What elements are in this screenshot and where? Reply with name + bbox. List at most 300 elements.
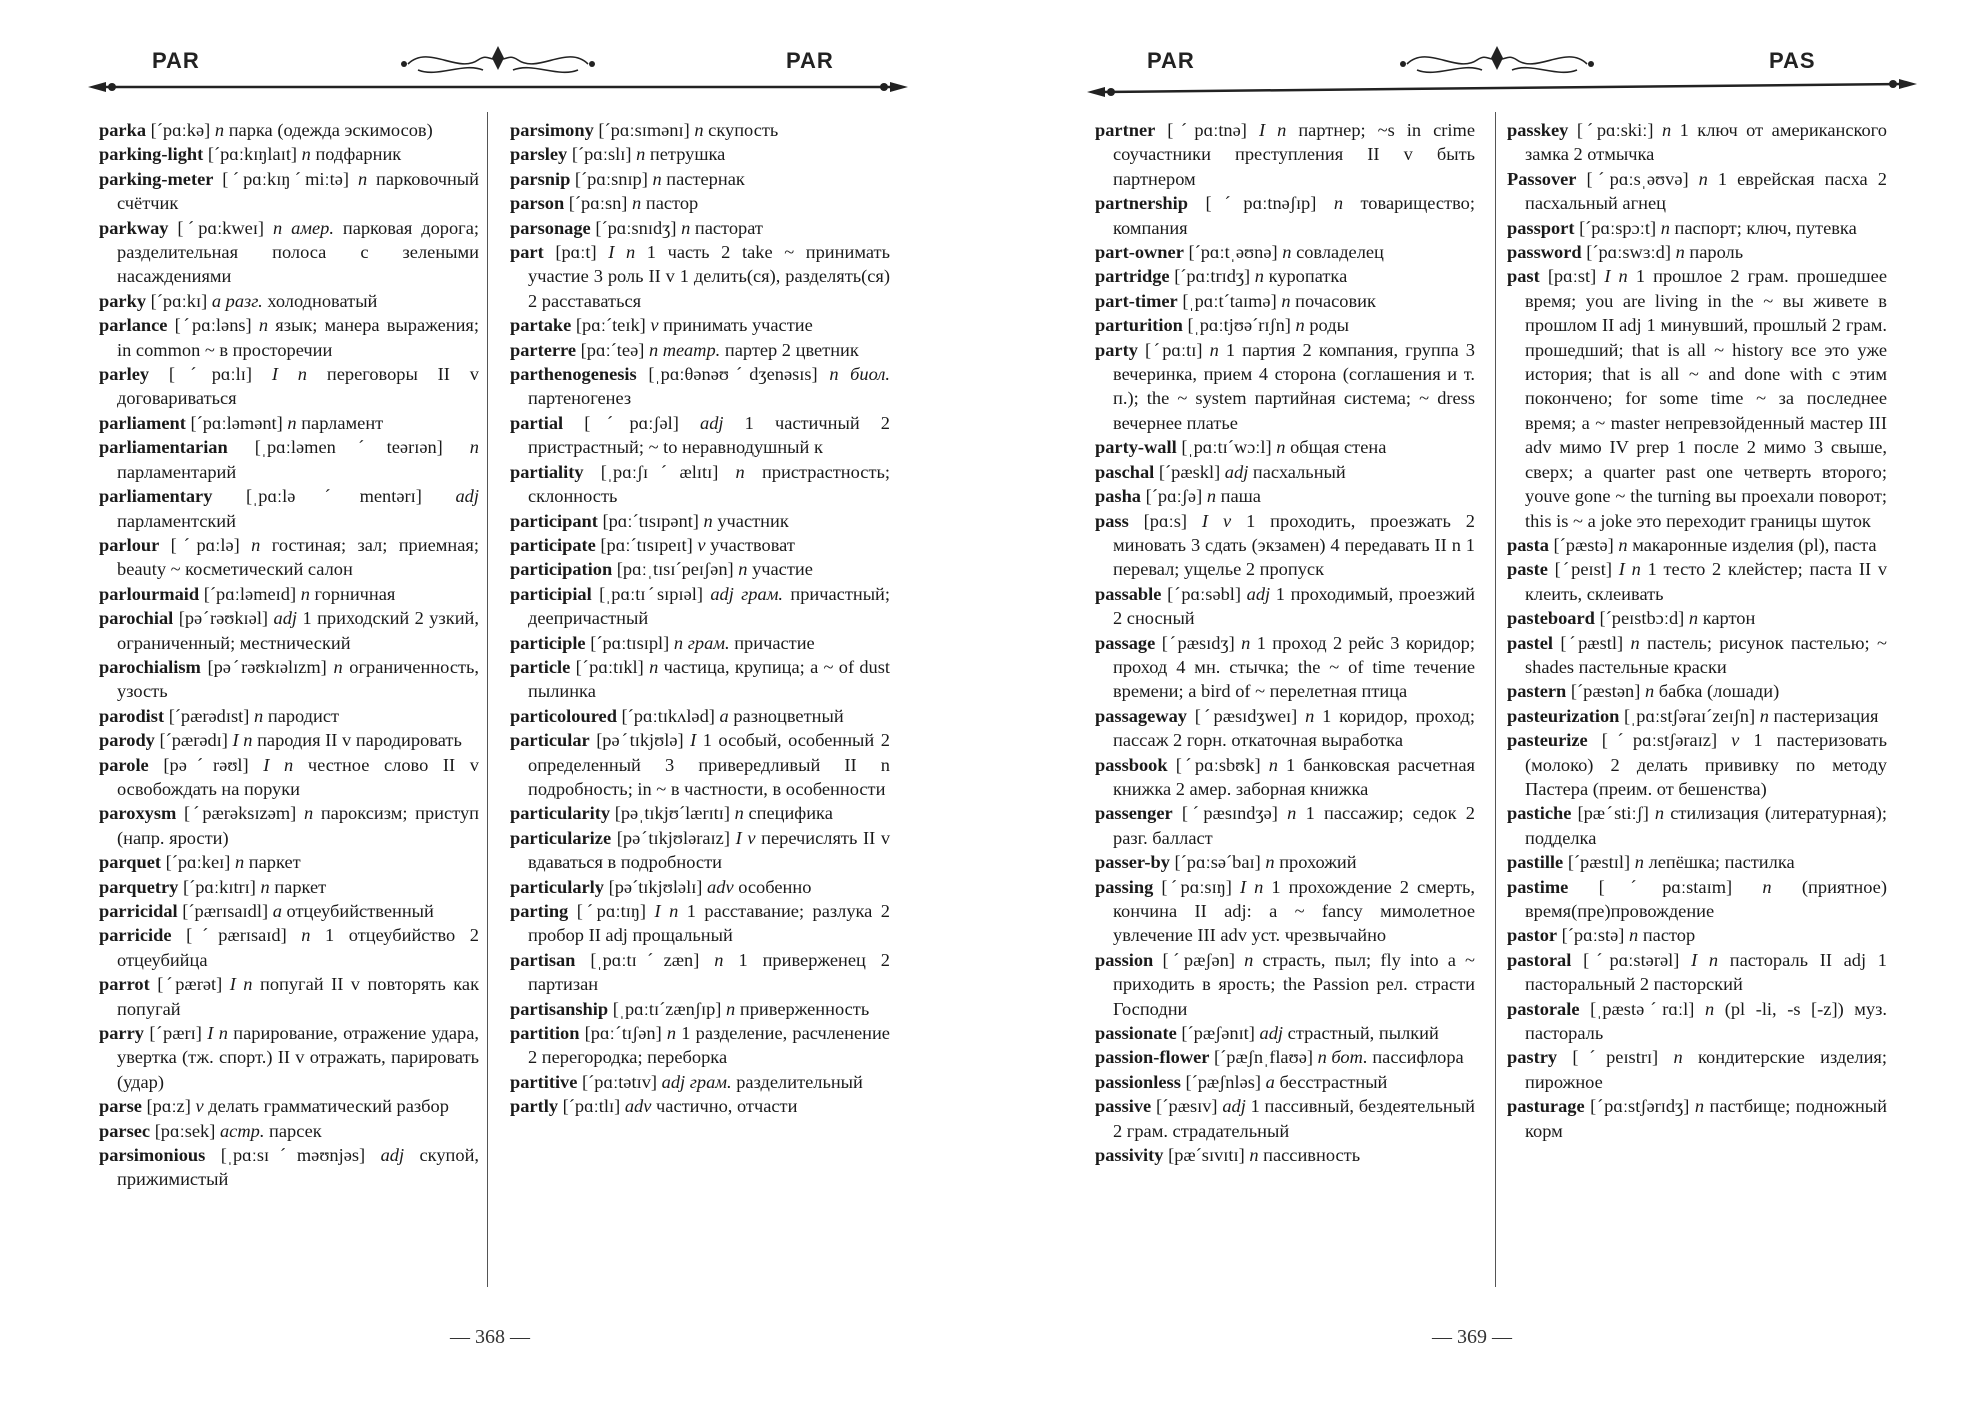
part-of-speech: I n	[232, 730, 253, 751]
part-of-speech: n	[1698, 168, 1708, 189]
transcription: [ˊpɑːtɪŋ]	[576, 901, 647, 921]
definition: парламент	[301, 412, 384, 433]
column-divider	[1495, 112, 1496, 1287]
headword: parturition	[1095, 315, 1183, 336]
column-left-1	[99, 118, 479, 1192]
dictionary-entry	[1507, 923, 1887, 947]
headword: participant	[510, 510, 598, 531]
part-of-speech: n	[1654, 803, 1665, 824]
definition: лепёшка; пастилка	[1648, 852, 1795, 873]
dictionary-entry	[99, 850, 479, 874]
dictionary-entry	[99, 216, 479, 289]
part-of-speech: n бот.	[1317, 1047, 1368, 1068]
dictionary-entry	[99, 923, 479, 972]
headword: particoloured	[510, 705, 617, 726]
headword: parliamentary	[99, 486, 213, 507]
definition: пастораль II adj 1 пасторальный 2 пасторский	[1525, 949, 1887, 995]
part-of-speech: n	[1287, 803, 1297, 824]
dictionary-entry	[1507, 875, 1887, 924]
part-of-speech: n	[1276, 437, 1286, 458]
part-of-speech: n биол.	[829, 364, 890, 385]
headword: pastor	[1507, 925, 1558, 946]
part-of-speech: n	[251, 534, 261, 555]
part-of-speech: n	[1295, 315, 1305, 336]
dictionary-entry	[1095, 801, 1475, 850]
dictionary-entry	[1507, 606, 1887, 630]
part-of-speech: n	[300, 583, 310, 604]
definition: скупость	[708, 120, 779, 140]
headword: parquetry	[99, 876, 179, 897]
headword: party	[1095, 339, 1138, 360]
dictionary-entry	[510, 631, 890, 655]
transcription: [ˊpɑːswɜːd]	[1586, 242, 1671, 263]
dictionary-entry	[1095, 875, 1475, 948]
dictionary-entry	[510, 142, 890, 166]
headword: parody	[99, 730, 155, 751]
definition: принимать участие	[663, 315, 813, 336]
part-of-speech: I n	[1691, 949, 1719, 970]
transcription: [ˊpæsɪndʒə]	[1181, 803, 1278, 824]
part-of-speech: n	[303, 803, 314, 824]
transcription: [ˊpæʃnˌflaʊə]	[1214, 1047, 1313, 1068]
headword: partisan	[510, 949, 576, 970]
ornamental-header-rule	[88, 40, 908, 100]
definition: горничная	[314, 583, 396, 604]
dictionary-entry	[510, 460, 890, 509]
dictionary-entry	[510, 875, 890, 899]
part-of-speech: n	[714, 949, 724, 970]
part-of-speech: a	[1265, 1071, 1275, 1092]
transcription: [ˊpɑːtɪsɪpl]	[590, 632, 670, 653]
part-of-speech: n	[301, 144, 311, 165]
definition: 1 прохождение 2 смерть, кончина II adj: a ~ fancy мимолетное увлечение III adv уст. чрезвычайно	[1113, 876, 1475, 946]
transcription: [ˊpɑːtnə]	[1167, 120, 1247, 140]
transcription: [pɑːˊtɪsɪpənt]	[602, 510, 699, 531]
headword: passion	[1095, 949, 1154, 970]
definition: 1 партия 2 компания, группа 3 вечеринка, прием 4 сторона (соглашения и т. п.); the ~ system партийная система; ~ dress вечернее платье	[1113, 339, 1475, 433]
dictionary-entry	[99, 411, 479, 435]
dictionary-entry	[99, 801, 479, 850]
definition: общая стена	[1290, 437, 1387, 458]
dictionary-entry	[99, 533, 479, 582]
part-of-speech: n	[1660, 217, 1670, 238]
dictionary-entry	[510, 948, 890, 997]
headword: partiality	[510, 461, 584, 482]
headword: participial	[510, 583, 592, 604]
dictionary-entry	[1095, 264, 1475, 288]
headword: parlance	[99, 315, 168, 336]
transcription: [ˊpɑːstərəl]	[1583, 949, 1680, 970]
definition: паркет	[248, 852, 301, 873]
transcription: [ˌpæstəˊrɑːl]	[1590, 998, 1695, 1019]
definition: парламентарий	[117, 461, 237, 482]
part-of-speech: n	[1282, 242, 1292, 263]
definition: гостиная; зал; приемная; beauty ~ косметический салон	[117, 534, 479, 580]
dictionary-entry	[1507, 704, 1887, 728]
definition: 1 проходить, проезжать 2 миновать 3 сдать (экзамен) 4 передавать II n 1 перевал; ущелье 2 пропуск	[1113, 510, 1475, 580]
transcription: [ˊpeɪstrɪ]	[1572, 1047, 1659, 1068]
dictionary-entry	[510, 191, 890, 215]
dictionary-entry	[99, 899, 479, 923]
definition: холодноватый	[267, 290, 378, 311]
part-of-speech: v	[1731, 730, 1740, 751]
definition: паспорт; ключ, путевка	[1674, 217, 1857, 238]
definition: куропатка	[1268, 266, 1348, 287]
headword: parodist	[99, 705, 165, 726]
headword: passenger	[1095, 803, 1173, 824]
headword: parsimonious	[99, 1145, 206, 1166]
headword: parka	[99, 120, 147, 140]
dictionary-entry	[1095, 1094, 1475, 1143]
part-of-speech: n	[469, 437, 479, 458]
definition: 1 приходский 2 узкий, ограниченный; местнический	[117, 608, 479, 653]
headword: passage	[1095, 632, 1156, 653]
headword: parole	[99, 754, 149, 775]
headword: past	[1507, 266, 1540, 287]
transcription: [pɑːˌtɪsɪˊpeɪʃən]	[616, 559, 734, 580]
definition: частично, отчасти	[656, 1096, 798, 1117]
part-of-speech: I n	[608, 242, 636, 263]
definition: (приятное) время(пре)провождение	[1525, 876, 1887, 921]
dictionary-entry	[1507, 216, 1887, 240]
transcription: [ˊpɑːkə]	[150, 120, 211, 140]
definition: 1 пассажир; седок 2 разг. балласт	[1113, 803, 1475, 848]
transcription: [ˊpærəksɪzəm]	[183, 803, 297, 824]
headword: part-owner	[1095, 242, 1184, 263]
headword: partner	[1095, 120, 1156, 140]
part-of-speech: I	[690, 730, 697, 751]
headword: partnership	[1095, 193, 1188, 214]
dictionary-entry	[1095, 1045, 1475, 1069]
headword: pasteurization	[1507, 705, 1620, 726]
transcription: [ˊpɑːtrɪdʒ]	[1174, 266, 1251, 287]
transcription: [ˊpɑːtɪ]	[1145, 339, 1203, 360]
transcription: [ˊpɑːstʃəraɪz]	[1601, 730, 1718, 751]
part-of-speech: n	[1694, 1096, 1705, 1117]
transcription: [ˌpɑːləmenˊteərɪən]	[254, 437, 443, 458]
part-of-speech: n	[1673, 1047, 1683, 1068]
dictionary-entry	[1095, 948, 1475, 1021]
dictionary-entry	[1095, 435, 1475, 459]
definition: 1 коридор, проход; пассаж 2 горн. откаточная выработка	[1113, 705, 1475, 751]
headword: pastiche	[1507, 803, 1572, 824]
headword: parson	[510, 193, 565, 214]
definition: 1 расставание; разлука 2 пробор II adj прощальный	[528, 901, 890, 946]
dictionary-entry	[99, 313, 479, 362]
definition: пасхальный	[1252, 461, 1346, 482]
part-of-speech: adj	[1246, 583, 1271, 604]
transcription: [ˌpɑːləˊmentərɪ]	[246, 486, 422, 507]
definition: попугай II v повторять как попугай	[117, 974, 480, 1019]
transcription: [pɑːst]	[1547, 266, 1597, 287]
definition: подфарник	[315, 144, 402, 165]
definition: 1 пастеризовать (молоко) 2 делать прививку по методу Пастера (преим. от бешенства)	[1525, 730, 1887, 799]
part-of-speech: n	[1629, 925, 1639, 946]
definition: честное слово II v освобождать на поруки	[117, 754, 479, 799]
headword: passageway	[1095, 705, 1187, 726]
transcription: [ˊpeɪst]	[1554, 559, 1613, 580]
transcription: [pæˊstiːʃ]	[1577, 803, 1649, 824]
dictionary-entry	[1095, 753, 1475, 802]
dictionary-entry	[1507, 997, 1887, 1046]
part-of-speech: n	[333, 656, 343, 677]
running-head-right: PAR	[786, 48, 834, 73]
dictionary-entry	[1095, 1070, 1475, 1094]
transcription: [pəˊrəʊl]	[163, 754, 249, 775]
transcription: [ˌpɑːtˊtaɪmə]	[1182, 290, 1277, 311]
part-of-speech: n	[703, 510, 713, 531]
dictionary-entry	[1507, 167, 1887, 216]
part-of-speech: n	[1661, 120, 1672, 140]
dictionary-entry	[1507, 631, 1887, 680]
definition: 1 проход 2 рейс 3 коридор; проход 4 мн. стычка; the ~ of time течение времени; a bird of ~ перелетная птица	[1113, 632, 1475, 702]
part-of-speech: n	[1618, 534, 1628, 555]
dictionary-entry	[1507, 264, 1887, 532]
part-of-speech: n	[632, 193, 642, 214]
transcription: [ˊpɑːsˌəʊvə]	[1586, 168, 1689, 189]
transcription: [ˊpæstən]	[1570, 681, 1641, 702]
part-of-speech: n	[234, 852, 245, 873]
headword: passionless	[1095, 1071, 1181, 1092]
headword: parochial	[99, 608, 174, 629]
definition: макаронные изделия (pl), паста	[1632, 534, 1877, 555]
definition: 1 тесто 2 клейстер; паста II v клеить, склеивать	[1525, 559, 1888, 604]
definition: партеногенез	[528, 388, 632, 409]
headword: pastern	[1507, 681, 1567, 702]
definition: 1 проходимый, проезжий 2 сносный	[1113, 583, 1475, 629]
definition: пастор	[1642, 925, 1696, 946]
definition: 1 разделение, расчленение 2 перегородка; переборка	[528, 1023, 890, 1068]
dictionary-entry	[510, 362, 890, 411]
definition: пастбище; подножный корм	[1525, 1096, 1887, 1141]
headword: partial	[510, 412, 564, 433]
definition: товарищество; компания	[1113, 193, 1475, 238]
definition: пародия II v пародировать	[257, 730, 462, 751]
part-of-speech: n	[1254, 266, 1264, 287]
definition: отцеубийственный	[286, 901, 434, 921]
definition: паша	[1220, 486, 1261, 507]
transcription: [ˊpɑːləmeɪd]	[203, 583, 297, 604]
headword: party-wall	[1095, 437, 1177, 458]
definition: 1 часть 2 take ~ принимать участие 3 роль II v 1 делить(ся), разделять(ся) 2 расставаться	[528, 242, 890, 311]
transcription: [pəˊtɪkjʊlə]	[596, 730, 684, 751]
definition: страстный, пылкий	[1287, 1023, 1439, 1044]
transcription: [pəˌtɪkjʊˊlærɪtɪ]	[614, 803, 731, 824]
dictionary-entry	[1507, 948, 1887, 997]
headword: passive	[1095, 1096, 1152, 1117]
part-of-speech: n	[1333, 193, 1344, 214]
part-of-speech: adj	[455, 486, 479, 507]
transcription: [ˌpɑːstʃəraɪˊzeɪʃn]	[1624, 705, 1756, 726]
definition: приверженность	[739, 998, 870, 1019]
headword: particularize	[510, 827, 612, 848]
headword: parliament	[99, 412, 186, 433]
part-of-speech: a	[272, 901, 282, 921]
column-left-2	[510, 118, 890, 1119]
dictionary-entry	[1095, 240, 1475, 264]
dictionary-entry	[1507, 1045, 1887, 1094]
transcription: [ˊpɑːkɪŋˊmiːtə]	[222, 168, 350, 189]
transcription: [pɑːˊtɪʃən]	[584, 1023, 662, 1044]
part-of-speech: n	[1759, 705, 1769, 726]
headword: passer-by	[1095, 852, 1170, 873]
part-of-speech: n	[694, 120, 704, 140]
part-of-speech: n	[1762, 876, 1772, 897]
headword: parsnip	[510, 168, 571, 189]
running-head-left: PAR	[152, 48, 200, 73]
definition: пастернак	[666, 168, 745, 189]
definition: переговоры II v договариваться	[117, 364, 479, 409]
part-of-speech: adj грам.	[661, 1071, 732, 1092]
definition: разноцветный	[733, 705, 844, 726]
transcription: [ˊpæsɪv]	[1155, 1096, 1218, 1117]
headword: Passover	[1507, 168, 1577, 189]
headword: parsimony	[510, 120, 594, 140]
part-of-speech: n	[357, 168, 368, 189]
headword: partisanship	[510, 998, 609, 1019]
transcription: [ˊpɑːʃəl]	[584, 412, 679, 433]
definition: (pl -li, -s [-z]) муз. пастораль	[1525, 998, 1887, 1044]
transcription: [ˊpeɪstbɔːd]	[1599, 608, 1685, 629]
definition: пристрастность; склонность	[528, 461, 890, 507]
transcription: [ˊpɑːlə]	[170, 534, 240, 555]
definition: причастие	[734, 632, 815, 653]
definition: пароксизм; приступ (напр. ярости)	[117, 803, 479, 848]
part-of-speech: adj	[1259, 1023, 1284, 1044]
definition: 1 частичный 2 пристрастный; ~ to неравнодушный к	[528, 412, 890, 458]
definition: перечислять II v вдаваться в подробности	[528, 827, 891, 873]
part-of-speech: астр.	[219, 1120, 265, 1141]
definition: 1 прошлое 2 грам. прошедшее время; you are living in the ~ вы живете в прошлом II adj 1 минувший, прошлый 2 грам. прошедший; that is all ~ history все это уже история; that is all ~ and done with с этим покончено; for some time ~ за последнее время; a ~ master непревзойденный мастер III adv мимо IV prep 1 после 2 мимо 3 свыше, сверх; a quarter past one четверть второго; youve gone ~ the turning вы проехали поворот; this is ~ a joke это переходит границы шуток	[1525, 266, 1888, 531]
transcription: [ˊpɑːtlɪ]	[562, 1096, 621, 1117]
definition: страсть, пыл; fly into a ~ приходить в ярость; the Passion рел. страсти Господни	[1113, 949, 1476, 1019]
definition: парка (одежда эскимосов)	[228, 120, 433, 140]
part-of-speech: n	[1281, 290, 1291, 311]
part-of-speech: I v	[1201, 510, 1232, 531]
headword: parricidal	[99, 901, 178, 921]
headword: parlourmaid	[99, 583, 200, 604]
headword: parting	[510, 901, 569, 921]
transcription: [ˊpɑːsəbl]	[1167, 583, 1242, 604]
transcription: [ˊpɑːtɪkʌləd]	[621, 705, 715, 726]
part-of-speech: n	[726, 998, 736, 1019]
part-of-speech: n	[1241, 632, 1251, 653]
dictionary-entry	[510, 1021, 890, 1070]
dictionary-entry	[510, 167, 890, 191]
headword: pastille	[1507, 852, 1564, 873]
dictionary-entry	[1095, 1143, 1475, 1167]
headword: passing	[1095, 876, 1154, 897]
definition: 1 ключ от американского замка 2 отмычка	[1525, 120, 1887, 165]
definition: партер 2 цветник	[724, 339, 859, 360]
part-of-speech: n	[1675, 242, 1685, 263]
headword: pasteurize	[1507, 730, 1588, 751]
definition: 1 отцеубийство 2 отцеубийца	[117, 925, 480, 970]
dictionary-entry	[99, 875, 479, 899]
headword: pastel	[1507, 632, 1553, 653]
definition: 1 приверженец 2 партизан	[528, 949, 891, 995]
dictionary-entry	[510, 899, 890, 948]
definition: пароль	[1689, 242, 1744, 263]
definition: частица, крупица; a ~ of dust пылинка	[528, 656, 891, 702]
part-of-speech: I n	[1258, 120, 1287, 140]
headword: parky	[99, 290, 147, 311]
transcription: [ˊpɑːsnɪp]	[574, 168, 648, 189]
part-of-speech: I n	[271, 364, 308, 385]
headword: participation	[510, 559, 613, 580]
dictionary-entry	[99, 606, 479, 655]
part-of-speech: n	[1644, 681, 1655, 702]
definition: паркет	[274, 876, 327, 897]
headword: pasturage	[1507, 1096, 1585, 1117]
definition: роды	[1309, 315, 1349, 336]
headword: parsley	[510, 144, 568, 165]
part-of-speech: n	[1305, 705, 1315, 726]
dictionary-entry	[1095, 289, 1475, 313]
transcription: [ˊpæstl]	[1560, 632, 1624, 653]
headword: parley	[99, 364, 150, 385]
dictionary-entry	[510, 557, 890, 581]
transcription: [ˌpɑːtɪˊwɔːl]	[1181, 437, 1272, 458]
transcription: [ˌpɑːtɪˊzænʃɪp]	[612, 998, 722, 1019]
definition: партнер; ~s in crime соучастники преступления II v быть партнером	[1113, 120, 1475, 189]
definition: участник	[717, 510, 789, 531]
headword: pastime	[1507, 876, 1569, 897]
part-of-speech: n	[738, 559, 748, 580]
transcription: [ˊpærɪ]	[149, 1023, 202, 1044]
dictionary-entry	[1507, 850, 1887, 874]
dictionary-entry	[99, 362, 479, 411]
headword: passkey	[1507, 120, 1569, 140]
dictionary-entry	[510, 533, 890, 557]
transcription: [pəˊrəʊkɪəlɪzm]	[207, 656, 327, 677]
dictionary-entry	[1095, 484, 1475, 508]
part-of-speech: I n	[207, 1023, 228, 1044]
dictionary-entry	[1507, 728, 1887, 801]
dictionary-entry	[510, 313, 890, 337]
dictionary-entry	[1095, 850, 1475, 874]
part-of-speech: n	[260, 876, 270, 897]
definition: делать грамматический разбор	[208, 1096, 449, 1117]
part-of-speech: I n	[1604, 266, 1628, 287]
transcription: [ˊpɑːspɔːt]	[1579, 217, 1657, 238]
dictionary-entry	[1507, 240, 1887, 264]
dictionary-entry	[1507, 801, 1887, 850]
headword: pasta	[1507, 534, 1549, 555]
transcription: [ˊpɑːtɪkl]	[575, 656, 644, 677]
definition: особенно	[738, 876, 812, 897]
headword: parse	[99, 1096, 142, 1117]
definition: участие	[752, 559, 813, 580]
headword: parochialism	[99, 656, 201, 677]
headword: parterre	[510, 339, 577, 360]
part-of-speech: adj грам.	[710, 583, 784, 604]
dictionary-entry	[99, 704, 479, 728]
dictionary-entry	[510, 216, 890, 240]
dictionary-entry	[510, 240, 890, 313]
definition: участвоват	[710, 534, 795, 555]
definition: ограниченность, узость	[117, 656, 480, 702]
transcription: [ˊpæskl]	[1158, 461, 1221, 482]
transcription: [ˊpɑːtnəʃɪp]	[1205, 193, 1317, 214]
headword: particularly	[510, 876, 604, 897]
definition: почасовик	[1295, 290, 1376, 311]
part-of-speech: n	[649, 656, 659, 677]
part-of-speech: n	[734, 803, 744, 824]
headword: passion-flower	[1095, 1047, 1210, 1068]
part-of-speech: n	[254, 705, 264, 726]
transcription: [pɑːˊtɪsɪpeɪt]	[600, 534, 693, 555]
